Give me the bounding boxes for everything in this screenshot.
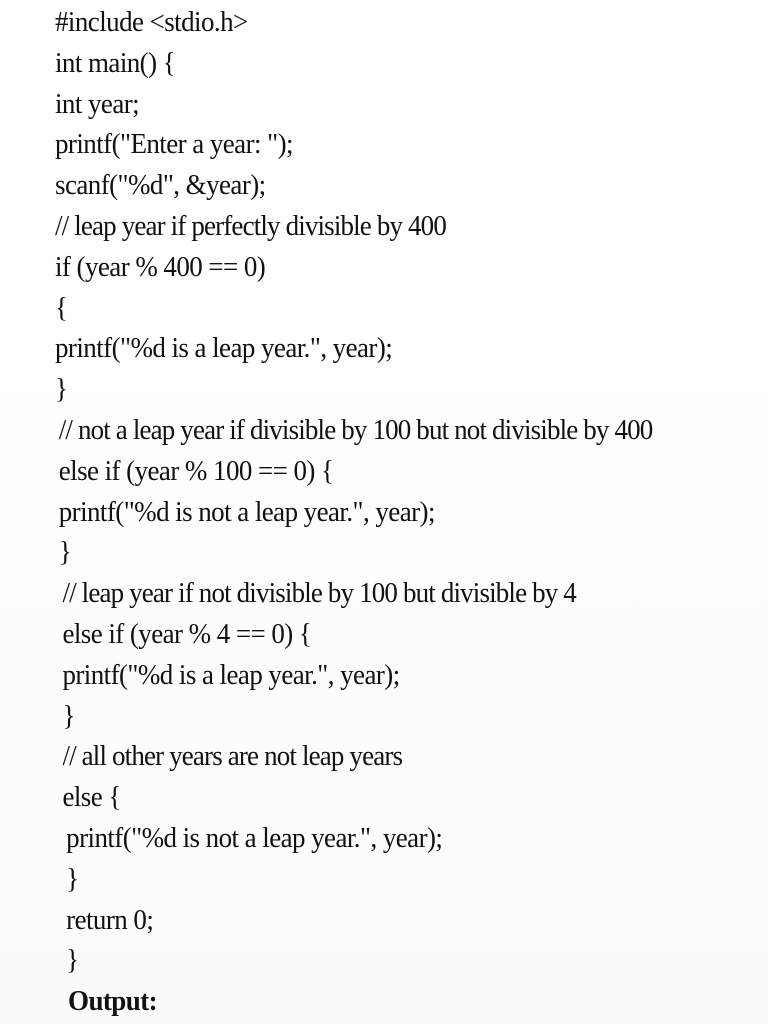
code-line-printf-leap: printf("%d is a leap year.", year); bbox=[62, 658, 400, 691]
code-line-else: else { bbox=[62, 781, 121, 814]
code-line-scanf: scanf("%d", &year); bbox=[55, 169, 266, 202]
code-line-comment-others: // all other years are not leap years bbox=[62, 740, 403, 773]
code-line-close-brace: } bbox=[66, 862, 79, 895]
code-line-return: return 0; bbox=[66, 903, 154, 936]
code-listing bbox=[55, 2, 755, 1022]
code-line-else-if-4: else if (year % 4 == 0) { bbox=[62, 617, 312, 650]
code-line-comment-100: // not a leap year if divisible by 100 but not divisible by 400 bbox=[58, 413, 653, 446]
code-line-else-if-100: else if (year % 100 == 0) { bbox=[58, 454, 334, 487]
code-line-main-signature: int main() { bbox=[55, 46, 176, 79]
code-line-printf-not-leap: printf("%d is not a leap year.", year); bbox=[58, 495, 435, 528]
output-heading: Output: bbox=[68, 985, 158, 1018]
code-line-prompt-printf: printf("Enter a year: "); bbox=[55, 128, 293, 161]
code-line-comment-4: // leap year if not divisible by 100 but divisible by 4 bbox=[62, 577, 576, 610]
code-line-declare-year: int year; bbox=[55, 87, 140, 120]
code-line-close-main: } bbox=[66, 944, 79, 977]
code-line-close-brace: } bbox=[55, 373, 68, 406]
code-line-close-brace: } bbox=[58, 536, 72, 569]
code-line-open-brace: { bbox=[55, 291, 68, 324]
code-line-printf-not-leap: printf("%d is not a leap year.", year); bbox=[66, 821, 443, 854]
code-line-comment-400: // leap year if perfectly divisible by 400 bbox=[55, 209, 446, 242]
code-line-if-400: if (year % 400 == 0) bbox=[55, 250, 266, 283]
code-line-include: #include <stdio.h> bbox=[55, 6, 248, 38]
code-line-close-brace: } bbox=[62, 699, 75, 732]
code-line-printf-leap: printf("%d is a leap year.", year); bbox=[55, 332, 393, 365]
